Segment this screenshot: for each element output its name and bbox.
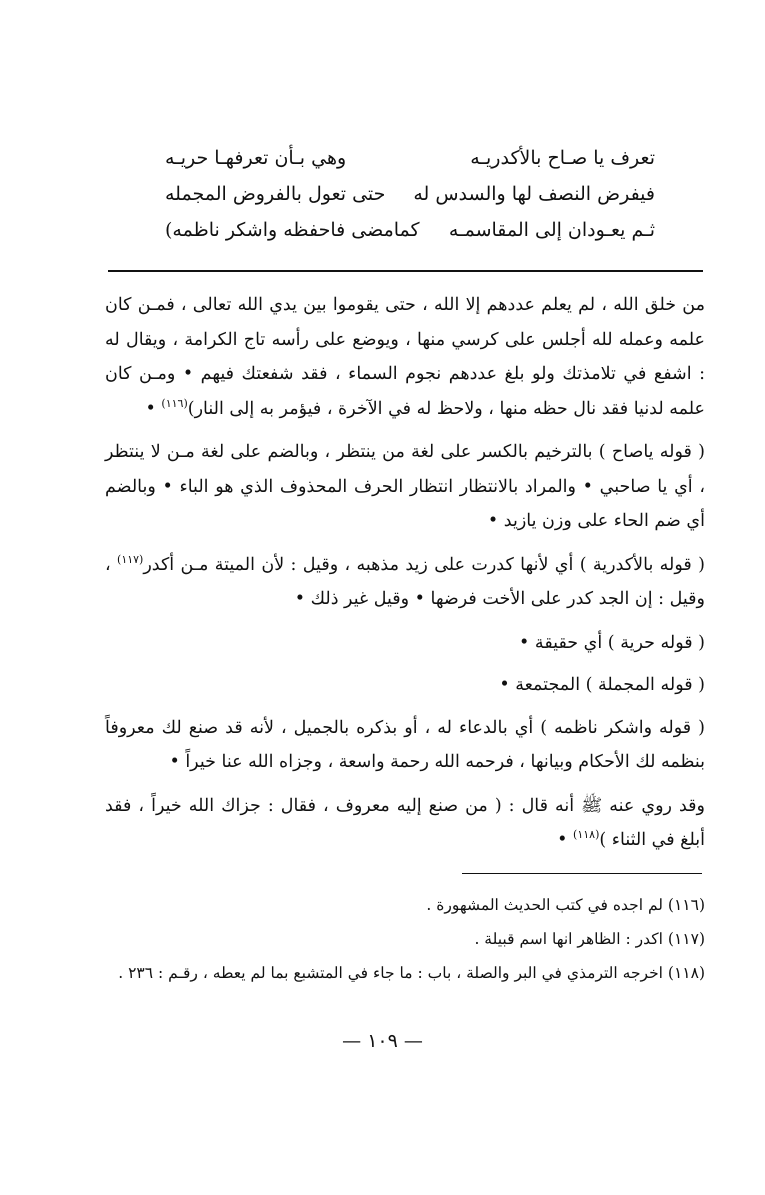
- footnote-ref: (١١٨): [573, 828, 600, 842]
- paragraph: [105, 548, 705, 617]
- paragraph: ( قوله واشكر ناظمه ) أي بالدعاء له ، أو بذكره بالجميل ، لأنه قد صنع لك معروفاً بنظمه لك الأحكام وبيانها ، فرحمه الله رحمة واسعة ، وجزاه الله عنا خيراً •: [105, 717, 705, 772]
- verse-first-hemistich: فيفرض النصف لها والسدس له: [413, 183, 655, 205]
- verse-second-hemistich: وهي بـأن تعرفهـا حريـه: [165, 147, 347, 169]
- footnote-ref: (١١٧): [117, 552, 144, 566]
- poem-divider: [108, 270, 703, 272]
- footnote: (١١٨) اخرجه الترمذي في البر والصلة ، باب : ما جاء في المتشبع بما لم يعطه ، رقـم : ٢٣٦ .: [118, 964, 705, 982]
- poem-verse: [165, 140, 655, 176]
- paragraph-text: من خلق الله ، لم يعلم عددهم إلا الله ، حتى يقوموا بين يدي الله تعالى ، فمـن كان علمه وعمله لله أجلس على كرسي منها ، ويوضع على رأسه تاج الكرامة ، ويقال له : اشفع في تلامذتك ولو بلغ عددهم نجوم السماء ، فقد شفعتك فيهم • ومـن كان علمه لدنيا فقد نال حظه منها ، ولاحظ له في الآخرة ، فيؤمر به إلى النار): [105, 295, 705, 419]
- poem-verse: [165, 176, 655, 212]
- paragraph-end: •: [145, 398, 162, 419]
- verse-second-hemistich: كمامضى فاحفظه واشكر ناظمه): [165, 219, 420, 241]
- footnote-divider: [462, 873, 702, 874]
- page-number: — ١٠٩ —: [342, 1030, 423, 1052]
- paragraph: ( قوله حرية ) أي حقيقة •: [519, 632, 705, 653]
- poem-verse: [165, 212, 655, 248]
- footnote: (١١٦) لم اجده في كتب الحديث المشهورة .: [426, 896, 705, 914]
- verse-second-hemistich: حتى تعول بالفروض المجمله: [165, 183, 386, 205]
- commentary-body: [105, 288, 705, 867]
- paragraph: ( قوله المجملة ) المجتمعة •: [499, 675, 705, 695]
- verse-first-hemistich: تعرف يا صـاح بالأكدريـه: [470, 147, 655, 169]
- paragraph-text: ، وقيل : إن الجد كدر على الأخت فرضها • وقيل غير ذلك •: [105, 554, 705, 609]
- paragraph: [105, 288, 705, 426]
- verse-first-hemistich: ثـم يعـودان إلى المقاسمـه: [448, 219, 655, 241]
- paragraph-end: •: [557, 830, 574, 850]
- footnotes: [105, 888, 705, 990]
- paragraph-text: وقد روي عنه ﷺ أنه قال : ( من صنع إليه معروف ، فقال : جزاك الله خيراً ، فقد أبلغ في الثناء ): [105, 795, 705, 850]
- paragraph: ( قوله ياصاح ) بالترخيم بالكسر على لغة من ينتظر ، وبالضم على لغة مـن لا ينتظر ، أي يا صاحبي • والمراد بالانتظار انتظار الحرف المحذوف الذي هو الباء • وبالضم أي ضم الحاء على وزن يازيد •: [105, 442, 705, 531]
- poem-block: [165, 140, 655, 248]
- footnote-ref: (١١٦): [161, 396, 188, 410]
- footnote: (١١٧) اكدر : الظاهر انها اسم قبيلة .: [474, 930, 705, 948]
- paragraph: [105, 789, 705, 858]
- paragraph-text: ( قوله بالأكدرية ) أي لأنها كدرت على زيد مذهبه ، وقيل : لأن الميتة مـن أكدر: [143, 554, 705, 575]
